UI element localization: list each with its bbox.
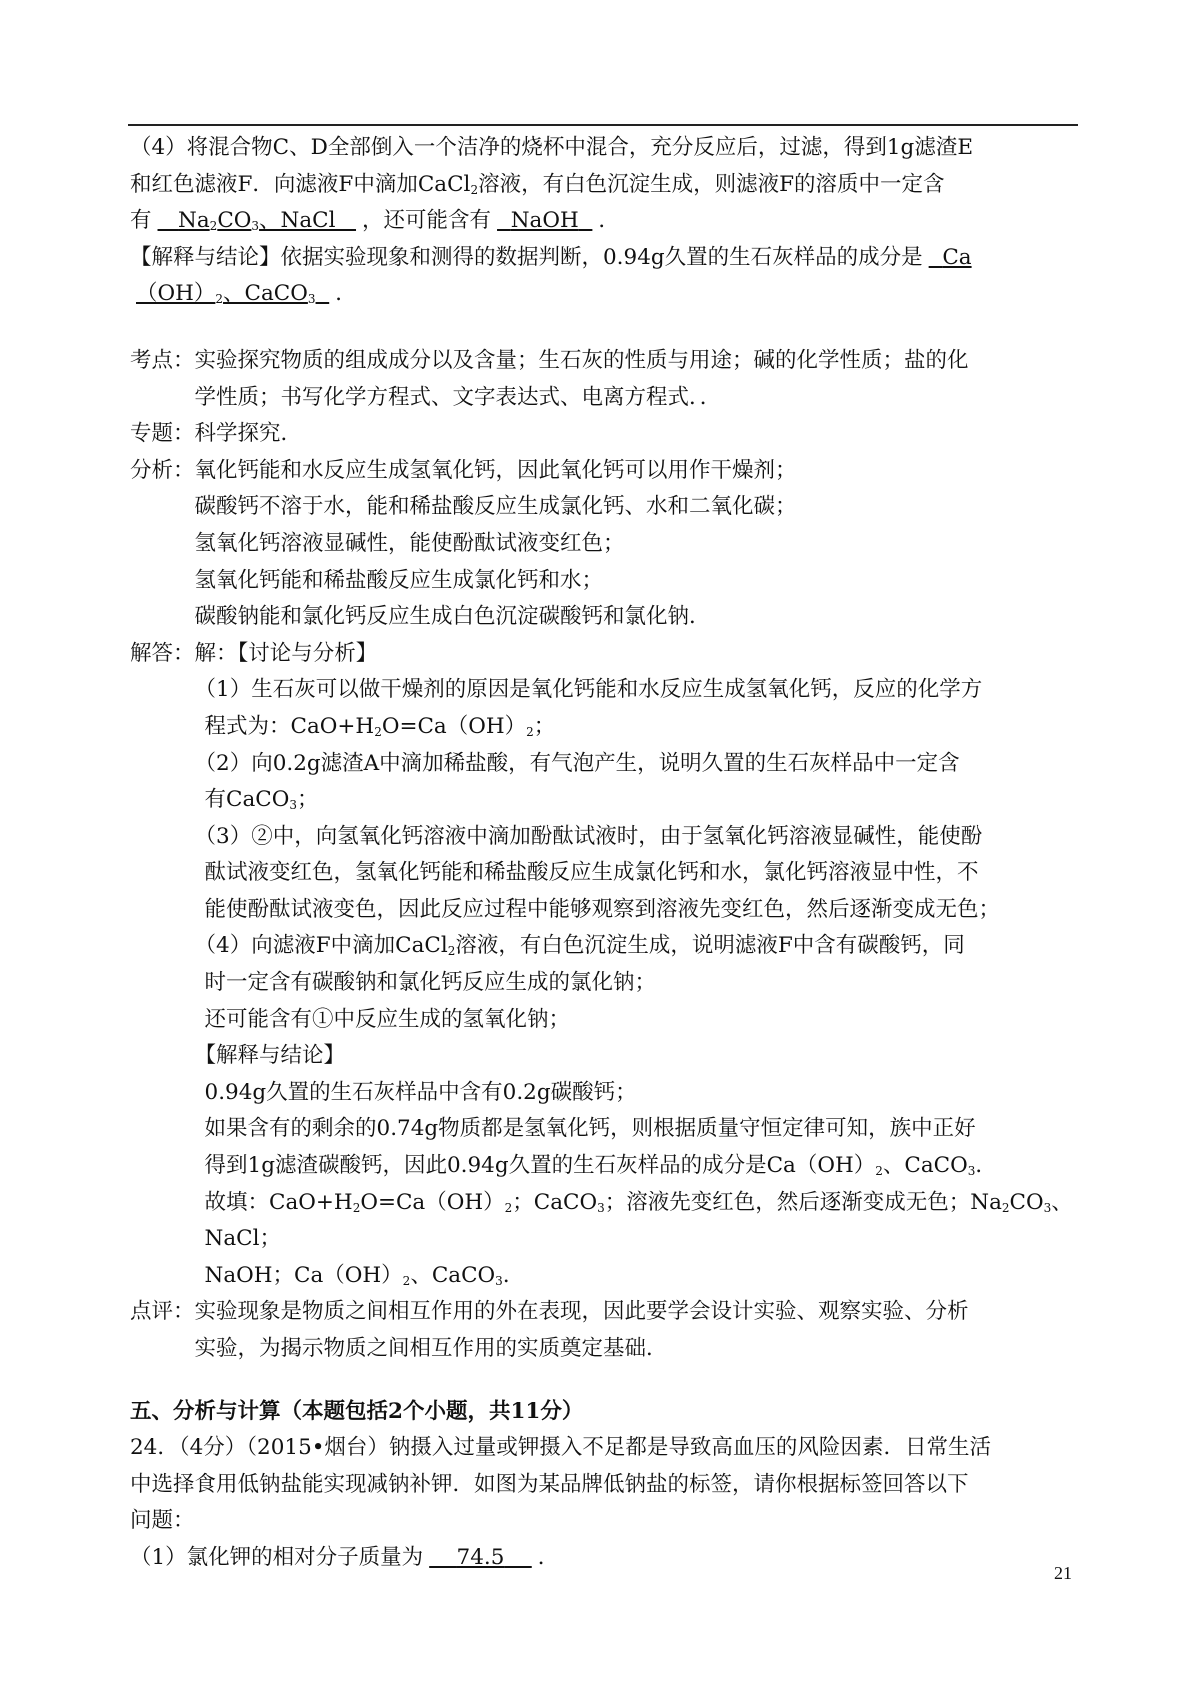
answer-blank-solutes: $Na_2CO_3$、NaCl: [178, 208, 336, 234]
jieda-first: 解：【讨论与分析】: [194, 640, 378, 666]
jieda-conclusion-line3: 得到1g滤渣碳酸钙，因此0.94g久置的生石灰样品的成分是$Ca(OH)_2$、CaCO$_3$．: [204, 1153, 997, 1179]
zhuanti-text: 科学探究．: [194, 421, 303, 447]
jieda-q4-line3: 还可能含有①中反应生成的氢氧化钠；: [204, 1006, 571, 1032]
dianping-label: 点评：: [130, 1299, 195, 1325]
kaodian-label: 考点：: [130, 347, 195, 373]
answer-blank-possible: NaOH: [510, 208, 579, 234]
jieda-conclusion-line2: 如果含有的剩余的0.74g物质都是氢氧化钙，则根据质量守恒定律可知，族中正好: [204, 1116, 976, 1142]
answer-blank-composition-a: Ca: [942, 244, 972, 270]
dianping-line1: 实验现象是物质之间相互作用的外在表现，因此要学会设计实验、观察实验、分析: [194, 1299, 969, 1325]
fenxi-label: 分析：: [130, 457, 195, 483]
jieda-q3-line3: 能使酚酞试液变色，因此反应过程中能够观察到溶液先变红色，然后逐渐变成无色；: [204, 896, 1001, 922]
part4-line1: （4）将混合物C、D全部倒入一个洁净的烧杯中混合，充分反应后，过滤，得到1g滤渣E: [130, 135, 974, 160]
kaodian-line2: 学性质；书写化学方程式、文字表达式、电离方程式．．: [194, 384, 722, 410]
kaodian-line1: 实验探究物质的组成成分以及含量；生石灰的性质与用途；碱的化学性质；盐的化: [194, 347, 969, 373]
conclusion-line1: 【解释与结论】依据实验现象和测得的数据判断，0.94g久置的生石灰样品的成分是 Ca: [130, 240, 1080, 277]
header-rule: [128, 124, 1078, 126]
fenxi-line: 碳酸钠能和氯化钙反应生成白色沉淀碳酸钙和氯化钠．: [194, 604, 711, 630]
q24-line3: 问题：: [130, 1508, 195, 1534]
jieda-q3-line2: 酞试液变红色，氢氧化钙能和稀盐酸反应生成氯化钙和水，氯化钙溶液显中性，不: [204, 860, 979, 886]
jieda-q4-line1: （4）向滤液F中滴加CaCl$_2$溶液，有白色沉淀生成，说明滤液F中含有碳酸钙，同: [194, 933, 965, 959]
fenxi-line: 氧化钙能和水反应生成氢氧化钙，因此氧化钙可以用作干燥剂；: [194, 457, 797, 483]
q24-line1: 24．（4分）（2015•烟台）钠摄入过量或钾摄入不足都是导致高血压的风险因素．日常生活: [130, 1435, 991, 1461]
fenxi-block: [130, 453, 1080, 636]
document-page: [130, 130, 1080, 1577]
q24-line2: 中选择食用低钠盐能实现减钠补钾．如图为某品牌低钠盐的标签，请你根据标签回答以下: [130, 1471, 969, 1497]
jieda-fill-line2: NaOH；$Ca(OH)_2$、CaCO$_3$．: [204, 1262, 525, 1288]
spacer: [130, 313, 1080, 343]
jieda-q1-line2: 程式为：$CaO+H_2O=Ca(OH)_2$；: [204, 713, 556, 739]
jieda-label: 解答：: [130, 640, 195, 666]
jieda-q2-line1: （2）向0.2g滤渣A中滴加稀盐酸，有气泡产生，说明久置的生石灰样品中一定含: [194, 750, 960, 776]
zhuanti-label: 专题：: [130, 421, 195, 447]
zhuanti-block: [130, 416, 1080, 453]
answer-blank-composition-b: $(OH)_2$、CaCO$_3$: [136, 281, 316, 307]
jieda-block: [130, 636, 1080, 1295]
jieda-q1-line1: （1）生石灰可以做干燥剂的原因是氧化钙能和水反应生成氢氧化钙，反应的化学方: [194, 677, 983, 703]
section5-title: 五、分析与计算（本题包括2个小题，共11分）: [130, 1398, 584, 1424]
dianping-block: [130, 1294, 1080, 1367]
conclusion-line2: $(OH)_2$、CaCO$_3$ ．: [130, 276, 1080, 313]
jieda-q2-line2: 有CaCO$_3$；: [204, 787, 319, 813]
spacer: [130, 1368, 1080, 1394]
dianping-line2: 实验，为揭示物质之间相互作用的实质奠定基础．: [194, 1336, 668, 1361]
jieda-fill-line1: 故填：$CaO+H_2O=Ca(OH)_2$；CaCO$_3$；溶液先变红色，然后逐渐变成无色；$Na_2CO_3$、NaCl；: [204, 1189, 1073, 1252]
fenxi-line: 氢氧化钙能和稀盐酸反应生成氯化钙和水；: [194, 567, 604, 593]
part4-line3: 有 $Na_2CO_3$、NaCl ，还可能含有 NaOH ．: [130, 208, 620, 234]
kaodian-block: [130, 343, 1080, 416]
jieda-conclusion-title: 【解释与结论】: [194, 1043, 346, 1069]
fenxi-line: 氢氧化钙溶液显碱性，能使酚酞试液变红色；: [194, 530, 625, 556]
jieda-q3-line1: （3）②中，向氢氧化钙溶液中滴加酚酞试液时，由于氢氧化钙溶液显碱性，能使酚: [194, 823, 983, 849]
fenxi-line: 碳酸钙不溶于水，能和稀盐酸反应生成氯化钙、水和二氧化碳；: [194, 494, 797, 520]
part4-line2: 和红色滤液F．向滤液F中滴加CaCl$_2$溶液，有白色沉淀生成，则滤液F的溶质中一定含: [130, 171, 945, 197]
q24-sub1: （1）氯化钾的相对分子质量为 74.5 ．: [130, 1544, 560, 1570]
page-number: 21: [1054, 1563, 1072, 1583]
jieda-conclusion-line1: 0.94g久置的生石灰样品中含有0.2g碳酸钙；: [204, 1079, 637, 1105]
answer-blank-kcl-mass: 74.5: [456, 1544, 505, 1570]
jieda-q4-line2: 时一定含有碳酸钠和氯化钙反应生成的氯化钠；: [204, 970, 657, 996]
